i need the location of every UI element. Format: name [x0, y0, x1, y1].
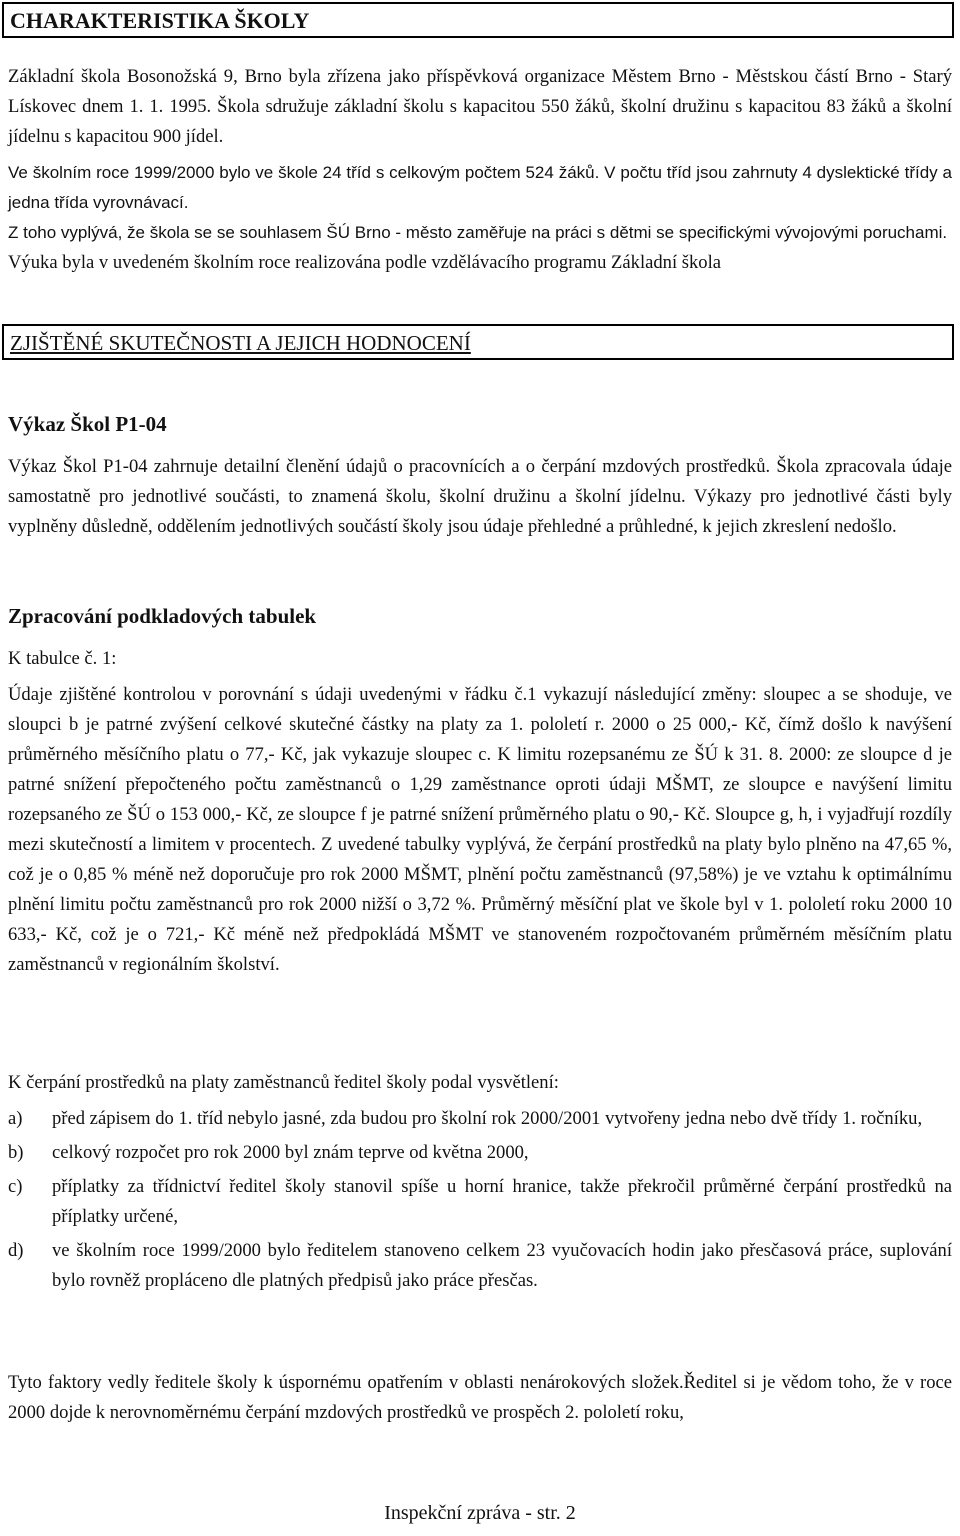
list-item — [8, 1236, 952, 1296]
list-marker: b) — [8, 1142, 24, 1163]
list-item-text: celkový rozpočet pro rok 2000 byl znám teprve od května 2000, — [52, 1142, 529, 1163]
tables-paragraph-2: K čerpání prostředků na platy zaměstnanců ředitel školy podal vysvětlení: — [8, 1072, 559, 1093]
tables-paragraph-3: Tyto faktory vedly ředitele školy k úspornému opatřením v oblasti nenárokových složek.Ředitel si je vědom toho, že v roce 2000 dojde k nerovnoměrnému čerpání mzdových prostředků ve prospěch 2. pololetí roku, — [8, 1372, 952, 1423]
list-item — [8, 1104, 952, 1134]
list-item-text: příplatky za třídnictví ředitel školy stanovil spíše u horní hranice, takže překročil průměrné čerpání prostředků na příplatky určené, — [52, 1176, 952, 1227]
section-title-findings: ZJIŠTĚNÉ SKUTEČNOSTI A JEJICH HODNOCENÍ — [2, 324, 954, 360]
list-item-text: před zápisem do 1. tříd nebylo jasné, zda budou pro školní rok 2000/2001 vytvořeny jedna nebo dvě třídy 1. ročníku, — [52, 1108, 923, 1129]
characteristics-paragraph-4: Výuka byla v uvedeném školním roce realizována podle vzdělávacího programu Základní škola — [8, 252, 722, 273]
tables-heading: Zpracování podkladových tabulek — [8, 604, 317, 628]
explanation-list — [8, 1104, 952, 1300]
list-item — [8, 1172, 952, 1232]
characteristics-paragraph-1: Základní škola Bosonožská 9, Brno byla zřízena jako příspěvková organizace Městem Brno - Městskou částí Brno - Starý Lískovec dnem 1. 1. 1995. Škola sdružuje základní školu s kapacitou 550 žáků, školní družinu s kapacitou 83 žáků a školní jídelnu s kapacitou 900 jídel. — [8, 66, 952, 147]
list-item-text: ve školním roce 1999/2000 bylo ředitelem stanoveno celkem 23 vyučovacích hodin jako přesčasová práce, suplování bylo rovněž propláceno dle platných předpisů jako práce přesčas. — [52, 1240, 952, 1291]
characteristics-paragraph-3: Z toho vyplývá, že škola se se souhlasem ŠÚ Brno - město zaměřuje na práci s dětmi se specifickými vývojovými poruchami. — [8, 223, 948, 242]
vykaz-paragraph: Výkaz Škol P1-04 zahrnuje detailní členění údajů o pracovnících a o čerpání mzdových prostředků. Škola zpracovala údaje samostatně pro jednotlivé součásti, to znamená školu, školní družinu a školní jídelnu. Výkazy pro jednotlivé části byly vyplněny důsledně, oddělením jednotlivých součástí školy jsou údaje přehledné a průhledné, k jejich zkreslení nedošlo. — [8, 456, 952, 537]
list-marker: c) — [8, 1176, 23, 1197]
tables-paragraph-1: Údaje zjištěné kontrolou v porovnání s údaji uvedenými v řádku č.1 vykazují následující změny: sloupec a se shoduje, ve sloupci b je patrné zvýšení celkové skutečné částky na platy za 1. pololetí r. 2000 o 25 000,- Kč, čímž došlo k navýšení průměrného měsíčního platu o 77,- Kč, jak vykazuje sloupec c. K limitu rozepsanému ze ŠÚ k 31. 8. 2000: ze sloupce d je patrné snížení přepočteného počtu zaměstnanců o 1,29 zaměstnance oproti údaji MŠMT, ze sloupce e navýšení limitu rozepsaného ze ŠÚ o 153 000,- Kč, ze sloupce f je patrné snížení průměrného platu o 90,- Kč. Sloupce g, h, i vyjadřují rozdíly mezi skutečností a limitem v procentech. Z uvedené tabulky vyplývá, že čerpání prostředků na platy bylo plněno na 47,65 %, což je o 0,85 % méně než doporučuje pro rok 2000 MŠMT, plnění počtu zaměstnanců (97,58%) je ve vztahu k optimálnímu plnění limitu počtu zaměstnanců pro rok 2000 nižší o 3,72 %. Průměrný měsíční plat ve škole byl v 1. pololetí roku 2000 10 633,- Kč, což je o 721,- Kč méně než předpokládá MŠMT ve stanoveném rozpočtovaném průměrném měsíčním platu zaměstnanců v regionálním školství. — [8, 684, 952, 975]
tables-subheading: K tabulce č. 1: — [8, 648, 117, 669]
list-marker: a) — [8, 1108, 23, 1129]
list-item — [8, 1138, 952, 1168]
vykaz-heading: Výkaz Škol P1-04 — [8, 412, 167, 436]
list-marker: d) — [8, 1240, 24, 1261]
section-title-characteristics: CHARAKTERISTIKA ŠKOLY — [2, 2, 954, 38]
page-footer: Inspekční zpráva - str. 2 — [384, 1502, 576, 1524]
characteristics-paragraph-2: Ve školním roce 1999/2000 bylo ve škole 24 tříd s celkovým počtem 524 žáků. V počtu tříd jsou zahrnuty 4 dyslektické třídy a jedna třída vyrovnávací. — [8, 163, 952, 212]
